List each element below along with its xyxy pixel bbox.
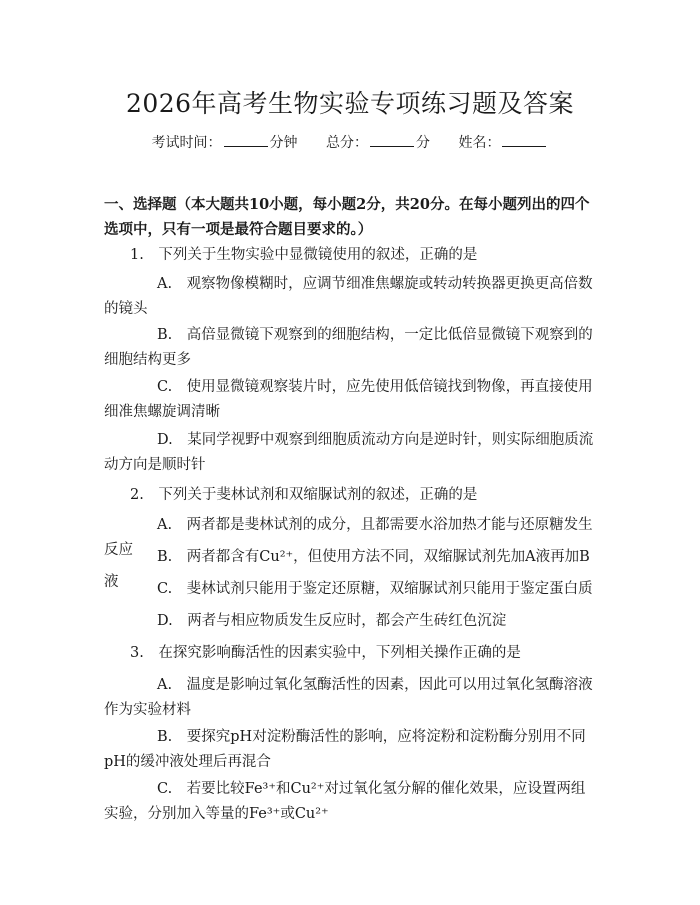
question-3-option-b[interactable]	[104, 725, 596, 775]
question-3-option-a[interactable]	[104, 673, 596, 723]
question-2	[104, 483, 596, 508]
option-text: A. 观察物像模糊时，应调节细准焦螺旋或转动转换器更换更高倍数的镜头	[104, 276, 593, 317]
time-label: 考试时间：	[151, 135, 222, 151]
name-blank[interactable]	[502, 134, 546, 147]
question-3-option-c[interactable]	[104, 777, 596, 827]
option-text: D. 某同学视野中观察到细胞质流动方向是逆时针，则实际细胞质流动方向是顺时针	[104, 432, 594, 473]
score-unit: 分	[416, 135, 430, 151]
question-1-option-d[interactable]	[104, 428, 596, 478]
question-3	[104, 641, 596, 666]
option-text: B. 高倍显微镜下观察到的细胞结构，一定比低倍显微镜下观察到的细胞结构更多	[104, 327, 593, 368]
exam-name	[458, 135, 548, 151]
section-heading: 一、选择题（本大题共10小题，每小题2分，共20分。在每小题列出的四个选项中，只有一项是最符合题目要求的。）	[104, 196, 590, 238]
page-title: 2026年高考生物实验专项练习题及答案	[125, 89, 575, 118]
question-1-option-b[interactable]	[104, 323, 596, 373]
question-stem: 3. 在探究影响酶活性的因素实验中，下列相关操作正确的是	[130, 645, 521, 661]
option-text: C. 若要比较Fe³⁺和Cu²⁺对过氧化氢分解的催化效果，应设置两组实验，分别加入等量的Fe³⁺或Cu²⁺	[104, 781, 586, 822]
option-text: B. 两者都含有Cu²⁺，但使用方法不同，双缩脲试剂先加A液再加B液	[104, 549, 590, 590]
score-label: 总分：	[326, 135, 368, 151]
exam-time	[152, 135, 298, 151]
exam-info	[0, 132, 700, 152]
option-text: C. 斐林试剂只能用于鉴定还原糖，双缩脲试剂只能用于鉴定蛋白质	[157, 581, 593, 597]
option-text: C. 使用显微镜观察装片时，应先使用低倍镜找到物像，再直接使用细准焦螺旋调清晰	[104, 379, 593, 420]
question-stem: 2. 下列关于斐林试剂和双缩脲试剂的叙述，正确的是	[130, 487, 478, 503]
score-blank[interactable]	[370, 134, 414, 147]
name-label: 姓名：	[458, 135, 501, 151]
question-stem: 1. 下列关于生物实验中显微镜使用的叙述，正确的是	[130, 247, 478, 263]
option-text: B. 要探究pH对淀粉酶活性的影响，应将淀粉和淀粉酶分别用不同pH的缓冲液处理后再混合	[104, 729, 586, 770]
option-text: A. 温度是影响过氧化氢酶活性的因素，因此可以用过氧化氢酶溶液作为实验材料	[104, 677, 593, 718]
question-2-option-c[interactable]	[104, 577, 596, 602]
question-2-option-d[interactable]	[104, 609, 596, 634]
time-unit: 分钟	[269, 135, 298, 151]
question-1	[104, 243, 596, 268]
question-1-option-c[interactable]	[104, 375, 596, 425]
exam-score	[326, 135, 430, 151]
question-1-option-a[interactable]	[104, 272, 596, 322]
option-text: A. 两者都是斐林试剂的成分，且都需要水浴加热才能与还原糖发生反应	[104, 517, 593, 558]
time-blank[interactable]	[224, 134, 268, 147]
option-text: D. 两者与相应物质发生反应时，都会产生砖红色沉淀	[157, 613, 507, 629]
